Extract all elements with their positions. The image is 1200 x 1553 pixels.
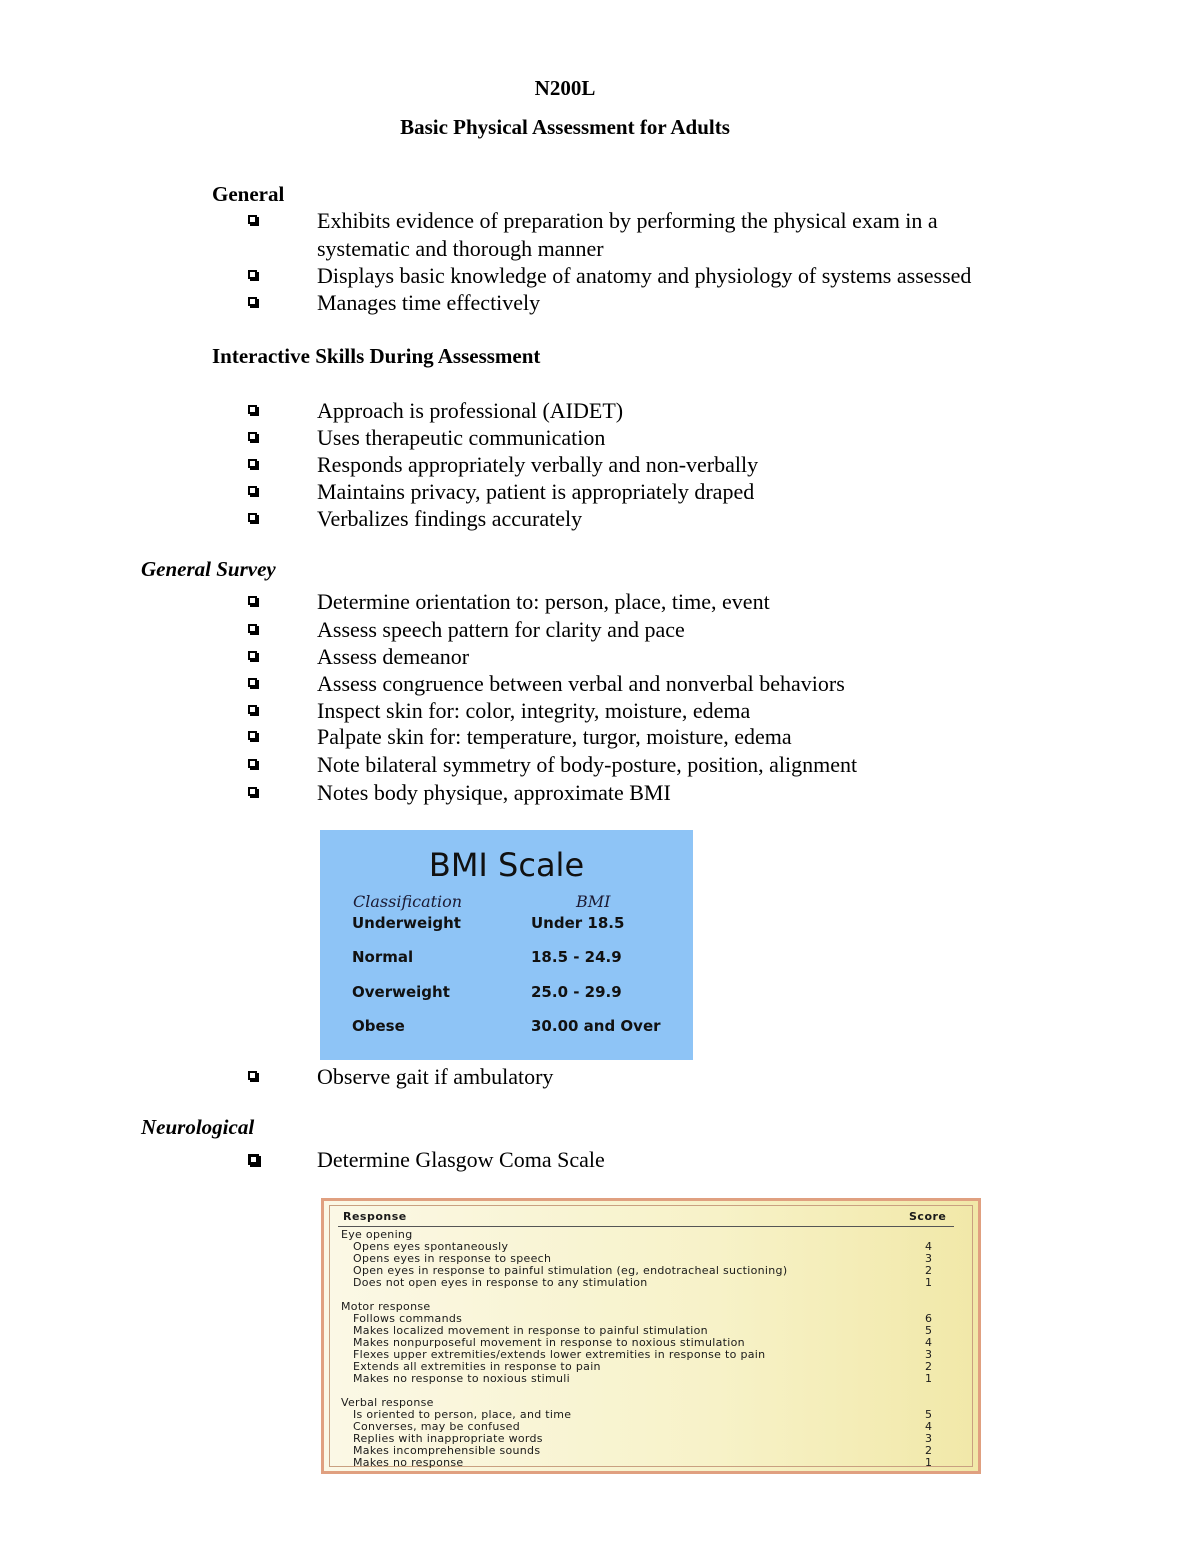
bmi-class: Underweight — [352, 914, 461, 932]
gcs-row: Makes incomprehensible sounds — [353, 1444, 541, 1457]
gcs-col-score: Score — [909, 1210, 947, 1223]
gcs-score: 5 — [925, 1324, 932, 1337]
gcs-row: Converses, may be confused — [353, 1420, 520, 1433]
gcs-row: Open eyes in response to painful stimulation (eg, endotracheal suctioning) — [353, 1264, 788, 1277]
bmi-scale-image — [320, 830, 693, 1060]
gcs-row: Does not open eyes in response to any stimulation — [353, 1276, 648, 1289]
gcs-score: 6 — [925, 1312, 932, 1325]
checkbox-icon — [248, 759, 257, 768]
checkbox-icon — [248, 459, 257, 468]
checkbox-icon — [248, 596, 257, 605]
bmi-range: 18.5 - 24.9 — [531, 948, 622, 966]
gcs-row: Replies with inappropriate words — [353, 1432, 543, 1445]
checkbox-icon — [248, 787, 257, 796]
checkbox-icon — [248, 432, 257, 441]
gcs-row: Makes localized movement in response to painful stimulation — [353, 1324, 708, 1337]
gcs-score: 5 — [925, 1408, 932, 1421]
checkbox-icon — [248, 624, 257, 633]
checkbox-icon — [248, 1071, 257, 1080]
gcs-score: 3 — [925, 1252, 932, 1265]
gcs-category-verbal: Verbal response — [341, 1396, 434, 1409]
glasgow-coma-scale-image — [321, 1198, 981, 1474]
gcs-row: Opens eyes spontaneously — [353, 1240, 509, 1253]
section-heading-general-survey: General Survey — [141, 557, 276, 581]
gcs-score: 3 — [925, 1432, 932, 1445]
gcs-row: Extends all extremities in response to pain — [353, 1360, 601, 1373]
checkbox-icon — [248, 215, 257, 224]
course-code: N200L — [534, 76, 596, 100]
gcs-score: 2 — [925, 1264, 932, 1277]
gcs-col-response: Response — [343, 1210, 407, 1223]
bmi-col-classification: Classification — [353, 892, 463, 911]
bmi-range: 25.0 - 29.9 — [531, 983, 622, 1001]
gcs-score: 1 — [925, 1456, 932, 1469]
gcs-category-motor: Motor response — [341, 1300, 431, 1313]
gcs-score: 4 — [925, 1240, 932, 1253]
checkbox-icon — [248, 678, 257, 687]
gcs-row: Follows commands — [353, 1312, 463, 1325]
gcs-header-rule — [338, 1226, 954, 1227]
checkbox-icon — [248, 405, 257, 414]
gcs-score: 3 — [925, 1348, 932, 1361]
checkbox-icon — [248, 513, 257, 522]
gcs-score: 4 — [925, 1336, 932, 1349]
gcs-row: Makes no response to noxious stimuli — [353, 1372, 570, 1385]
bmi-class: Obese — [352, 1017, 405, 1035]
bmi-scale-title: BMI Scale — [428, 846, 585, 884]
bmi-range: 30.00 and Over — [531, 1017, 661, 1035]
bmi-class: Normal — [352, 948, 414, 966]
checkbox-icon — [248, 270, 257, 279]
gcs-score: 2 — [925, 1360, 932, 1373]
gcs-category-eye: Eye opening — [341, 1228, 413, 1241]
checkbox-icon — [248, 651, 257, 660]
bmi-col-bmi: BMI — [576, 892, 611, 911]
gcs-score: 1 — [925, 1276, 932, 1289]
section-heading-general: General — [212, 182, 285, 206]
bmi-range: Under 18.5 — [531, 914, 625, 932]
gcs-row: Flexes upper extremities/extends lower extremities in response to pain — [353, 1348, 766, 1361]
page-title: Basic Physical Assessment for Adults — [400, 115, 730, 139]
checkbox-icon — [248, 486, 257, 495]
gcs-row: Is oriented to person, place, and time — [353, 1408, 572, 1421]
checkbox-icon — [248, 705, 257, 714]
gcs-score: 4 — [925, 1420, 932, 1433]
section-heading-neurological: Neurological — [141, 1115, 255, 1139]
gcs-row: Opens eyes in response to speech — [353, 1252, 552, 1265]
checkbox-icon — [248, 731, 257, 740]
checkbox-icon — [248, 297, 257, 306]
gcs-row: Makes no response — [353, 1456, 464, 1469]
gcs-row: Makes nonpurposeful movement in response to noxious stimulation — [353, 1336, 745, 1349]
checkbox-icon — [248, 1154, 259, 1165]
bmi-class: Overweight — [352, 983, 450, 1001]
gcs-score: 2 — [925, 1444, 932, 1457]
section-heading-interactive: Interactive Skills During Assessment — [212, 344, 541, 368]
gcs-score: 1 — [925, 1372, 932, 1385]
